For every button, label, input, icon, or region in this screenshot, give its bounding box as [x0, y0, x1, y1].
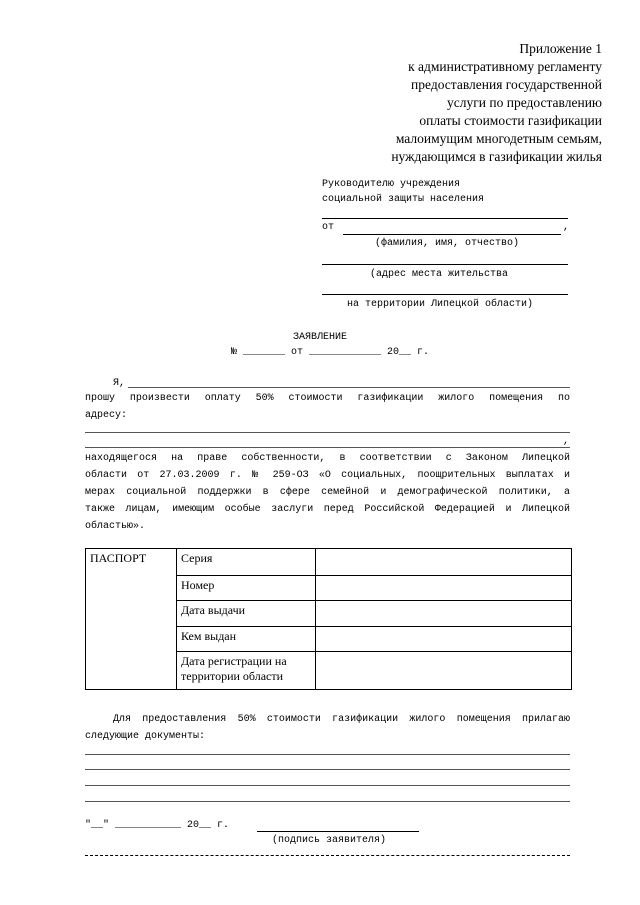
address-line[interactable] [322, 264, 568, 265]
passport-series-input[interactable] [316, 549, 572, 576]
address-fill-line-1[interactable] [85, 432, 570, 433]
addressee-block [322, 177, 572, 207]
passport-field-label: Дата регистрации на территории области [177, 652, 316, 690]
law-line-3: мерах социальной поддержки в сфере семейной и демографической политики, а [85, 487, 570, 498]
documents-line-1[interactable] [85, 754, 570, 755]
documents-line-4[interactable] [85, 801, 570, 802]
addressee-name-line[interactable] [322, 218, 568, 219]
statement-number: № _______ от ____________ 20__ г. [230, 347, 430, 358]
appendix-line: малоимущим многодетным семьям, [395, 131, 602, 146]
address-caption: (адрес места жительства [370, 269, 509, 280]
passport-issue-date-input[interactable] [316, 601, 572, 627]
law-line-2: области от 27.03.2009 г. № 259-ОЗ «О социальных, поощрительных выплатах и [85, 470, 570, 481]
from-comma: , [563, 222, 570, 233]
from-fio-line[interactable] [343, 234, 561, 235]
from-label: от [322, 222, 335, 233]
law-line-5: областью». [85, 521, 146, 532]
applicant-name-line[interactable] [128, 387, 570, 388]
cut-line [85, 855, 570, 856]
address-line-2[interactable] [322, 294, 568, 295]
passport-table [85, 548, 572, 690]
passport-field-label: Номер [177, 576, 316, 601]
law-text [85, 450, 570, 535]
request-text [85, 390, 570, 424]
address-comma: , [563, 436, 570, 447]
request-line-1: прошу произвести оплату 50% стоимости газификации жилого помещения по [85, 393, 570, 404]
attach-line-2: следующие документы: [85, 731, 206, 742]
appendix-line: нуждающимся в газификации жилья [391, 149, 602, 164]
signature-date: "__" ___________ 20__ г. [85, 820, 230, 831]
signature-caption: (подпись заявителя) [272, 835, 387, 846]
appendix-line: к административному регламенту [408, 59, 602, 74]
statement-title: ЗАЯВЛЕНИЕ [292, 332, 347, 343]
address-fill-line-2[interactable] [85, 447, 570, 448]
signature-line[interactable] [257, 831, 419, 832]
passport-field-label: Кем выдан [177, 627, 316, 652]
passport-issued-by-input[interactable] [316, 627, 572, 652]
documents-line-2[interactable] [85, 769, 570, 770]
passport-row [86, 549, 572, 576]
passport-label: ПАСПОРТ [86, 549, 177, 690]
passport-number-input[interactable] [316, 576, 572, 601]
passport-field-label: Серия [177, 549, 316, 576]
attach-line-1: Для предоставления 50% стоимости газификации жилого помещения прилагаю [113, 714, 570, 725]
i-label: Я, [113, 378, 126, 389]
law-line-4: также лицам, имеющим особые заслуги перед Российской Федерацией и Липецкой [85, 504, 570, 515]
appendix-header [302, 40, 602, 166]
passport-field-label: Дата выдачи [177, 601, 316, 627]
region-caption: на территории Липецкой области) [347, 299, 534, 310]
fio-caption: (фамилия, имя, отчество) [375, 238, 520, 249]
addressee-line-1: Руководителю учреждения [322, 179, 461, 190]
appendix-line: предоставления государственной [411, 77, 602, 92]
attach-text [85, 711, 570, 745]
appendix-line: услуги по предоставлению [447, 95, 602, 110]
passport-registration-date-input[interactable] [316, 652, 572, 690]
request-line-2: адресу: [85, 410, 128, 421]
appendix-line: оплаты стоимости газификации [419, 113, 602, 128]
law-line-1: находящегося на праве собственности, в соответствии с Законом Липецкой [85, 453, 570, 464]
addressee-line-2: социальной защиты населения [322, 194, 485, 205]
appendix-line: Приложение 1 [519, 41, 602, 56]
documents-line-3[interactable] [85, 785, 570, 786]
